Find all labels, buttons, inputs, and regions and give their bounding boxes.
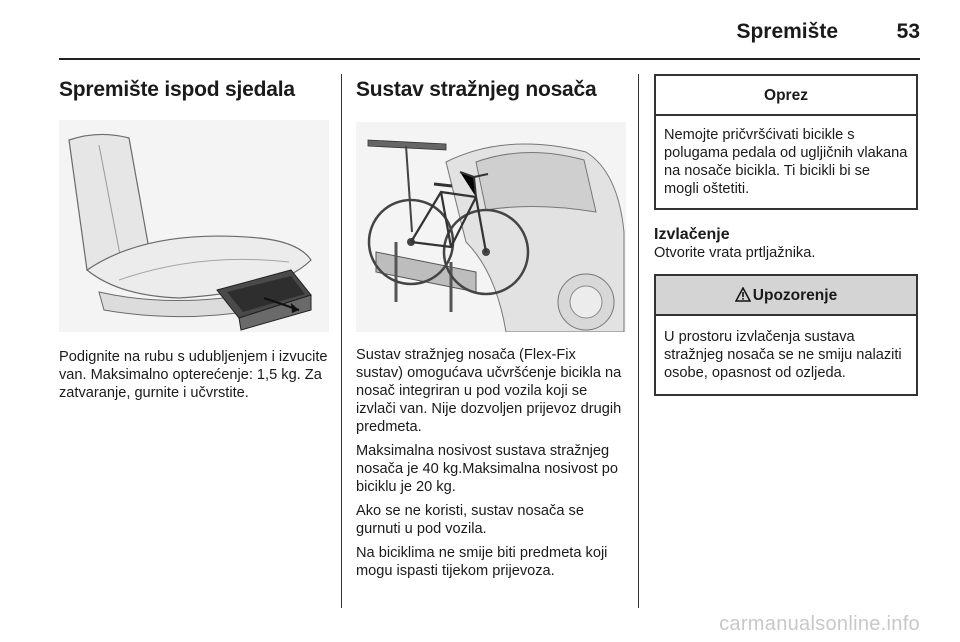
warning-text: U prostoru izvlačenja sustava stražnjeg nosača se ne smiju nalaziti osobe, opasnost od ozljeda. [664, 329, 902, 381]
carrier-paragraph: Maksimalna nosivost sustava stražnjeg nosača je 40 kg.Maksimalna nosivost po biciklu je 20 kg. [356, 443, 619, 495]
header-rule [59, 58, 920, 60]
carrier-paragraph: Sustav stražnjeg nosača (Flex-Fix sustav) omogućava učvršćenje bicikla na nosač integriran u pod vozila koji se izvlači van. Nije dozvoljen prijevoz drugih predmeta. [356, 347, 622, 435]
seat-storage-text: Podignite na rubu s udubljenjem i izvucite van. Maksimalno opterećenje: 1,5 kg. Za zatvaranje, gurnite i učvrstite. [59, 349, 328, 401]
caution-title: Oprez [656, 76, 916, 116]
warning-header [656, 276, 916, 316]
warning-box [654, 274, 918, 396]
caution-box [654, 74, 918, 210]
column-divider [638, 74, 639, 608]
section-heading: Spremište ispod sjedala [59, 78, 295, 101]
column-rear-carrier [356, 62, 626, 608]
warning-title: Upozorenje [752, 287, 838, 304]
warning-triangle-icon [735, 276, 751, 316]
bike-carrier-drawing [356, 122, 626, 332]
section-heading: Sustav stražnjeg nosača [356, 78, 597, 101]
seat-drawer-illustration [59, 120, 329, 332]
caution-text: Nemojte pričvršćivati bicikle s polugama pedala od ugljičnih vlakana na nosače bicikla. Ti bicikli bi se mogli oštetiti. [664, 127, 908, 197]
subsection-text: Otvorite vrata prtljažnika. [654, 245, 816, 261]
carrier-paragraph: Na biciklima ne smije biti predmeta koji mogu ispasti tijekom prijevoza. [356, 545, 608, 579]
column-seat-storage [59, 62, 341, 608]
bike-carrier-illustration [356, 122, 626, 332]
watermark: carmanualsonline.info [719, 613, 920, 635]
page-number: 53 [896, 20, 920, 43]
carrier-paragraph: Ako se ne koristi, sustav nosača se gurnuti u pod vozila. [356, 503, 584, 537]
header-section-title: Spremište [736, 20, 838, 43]
subsection-heading: Izvlačenje [654, 226, 730, 243]
column-divider [341, 74, 342, 608]
column-notices [654, 62, 920, 608]
page-header [40, 16, 920, 56]
seat-drawer-drawing [59, 120, 329, 332]
